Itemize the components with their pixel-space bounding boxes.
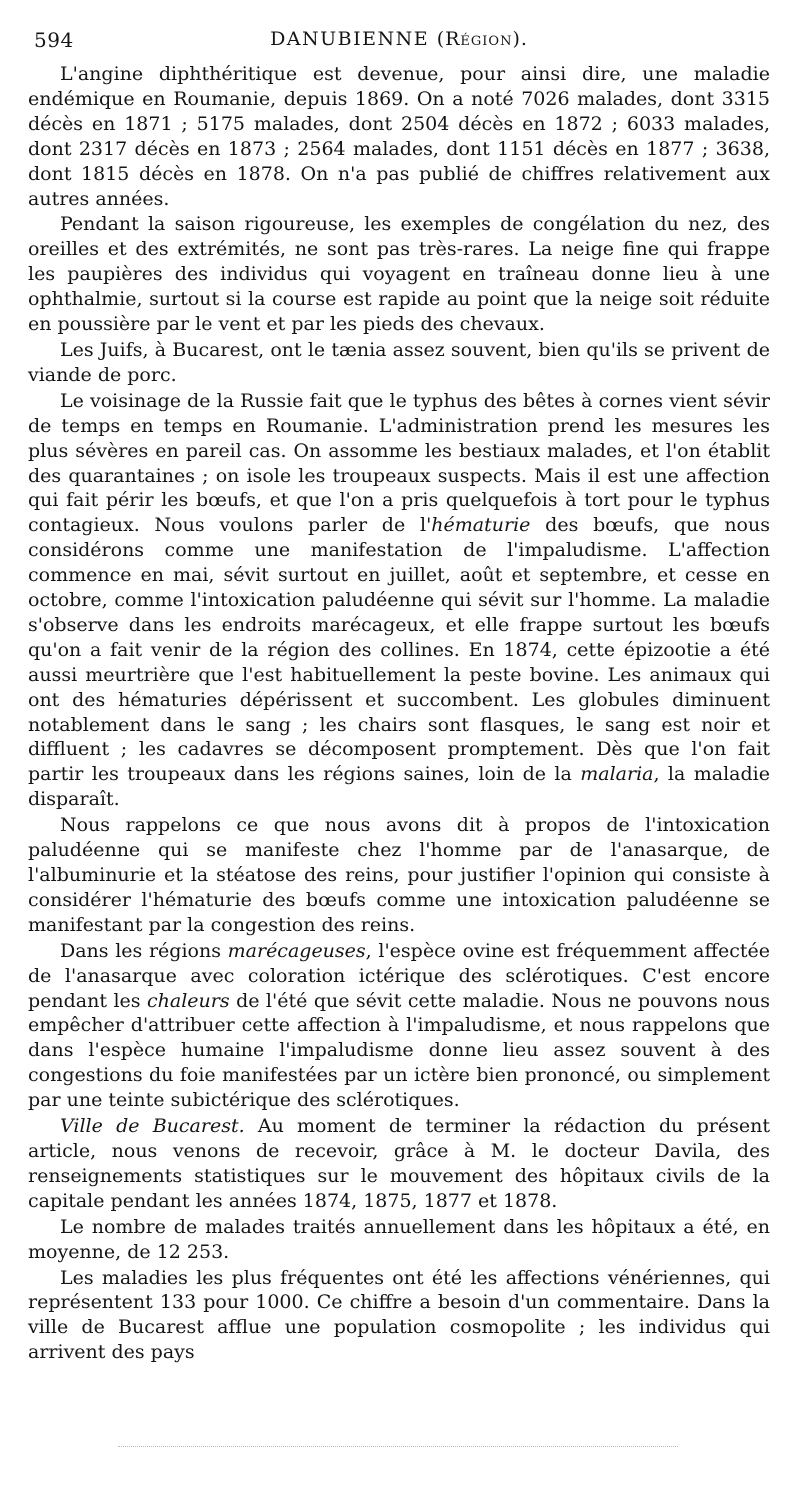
italic-term: chaleurs [147, 989, 230, 1012]
italic-term: malaria [580, 763, 654, 786]
italic-heading: Ville de Bucarest. [60, 1115, 245, 1138]
text-segment: L'angine diphthéritique est devenue, pour ainsi dire, une maladie endémique en Roumanie, depuis 1869. On a noté 7026 malades, dont 3315 décès en 1871 ; 5175 malades, dont 2504 décès en 1872 ; 6033 malades, dont 2317 décès en 1873 ; 2564 malades, dont 1151 décès en 1877 ; 3638, dont 1815 décès en 1878. On n'a pas publié de chiffres relativement aux autres années. [28, 63, 770, 210]
text-segment: Les maladies les plus fréquentes ont été les affections vénériennes, qui représentent 133 pour 1000. Ce chiffre a besoin d'un commentaire. Dans la ville de Bucarest afflue une population cosmopolite ; les individus qui arrivent des pays [28, 1266, 770, 1364]
text-segment: de l'été que sévit cette maladie. Nous ne pouvons nous empêcher d'attribuer cette affection à l'impaludisme, et nous rappelons que dans l'espèce humaine l'impaludisme donne lieu assez souvent à des congestions du foie manifestées par un ictère bien prononcé, ou simplement par une teinte subictérique des sclérotiques. [28, 989, 770, 1112]
running-head-title: DANUBIENNE [270, 28, 430, 50]
paragraph-taenia [28, 338, 770, 388]
text-segment: Le nombre de malades traités annuellement dans les hôpitaux a été, en moyenne, de 12 253. [28, 1215, 770, 1263]
paragraph-espece-ovine [28, 939, 770, 1113]
running-head [28, 28, 770, 50]
paragraph-typhus [28, 389, 770, 812]
italic-term: hématurie [431, 514, 531, 537]
italic-term: marécageuses [227, 939, 366, 962]
footer-rule [118, 1446, 678, 1447]
page-header [28, 28, 770, 62]
paragraph-angine [28, 62, 770, 211]
text-segment: des bœufs, que nous considérons comme une manifestation de l'impaludisme. L'affection commence en mai, sévit surtout en juillet, août et septembre, et cesse en octobre, comme l'intoxication paludéenne qui sévit sur l'homme. La maladie s'observe dans les endroits marécageux, et elle frappe surtout les bœufs qu'on a fait venir de la région des collines. En 1874, cette épizootie a été aussi meurtrière que l'est habituellement la peste bovine. Les animaux qui ont des hématuries dépérissent et succombent. Les globules diminuent notablement dans le sang ; les chairs sont flasques, le sang est noir et diffluent ; les cadavres se décomposent promptement. Dès que l'on fait partir les troupeaux dans les régions saines, loin de la [28, 514, 770, 786]
text-segment: , la maladie disparaît. [28, 763, 770, 811]
text-segment: Pendant la saison rigoureuse, les exemples de congélation du nez, des oreilles et des extrémités, ne sont pas très-rares. La neige fine qui frappe les paupières des individus qui voyagent en traîneau donne lieu à une ophthalmie, surtout si la course est rapide au point que la neige soit réduite en poussière par le vent et par les pieds des chevaux. [28, 213, 770, 336]
page-number: 594 [34, 28, 74, 52]
body-text [28, 62, 770, 1365]
document-page [28, 28, 770, 1365]
paragraph-maladies-frequentes [28, 1266, 770, 1366]
text-segment: , l'espèce ovine est fréquemment affectée de l'anasarque avec coloration ictérique des sclérotiques. C'est encore pendant les [28, 939, 771, 1012]
text-segment: Au moment de terminer la rédaction du présent article, nous venons de recevoir, grâce à M. le docteur Davila, des renseignements statistiques sur le mouvement des hôpitaux civils de la capitale pendant les années 1874, 1875, 1877 et 1878. [28, 1115, 770, 1212]
text-segment: Les Juifs, à Bucarest, ont le tænia assez souvent, bien qu'ils se privent de viande de porc. [28, 338, 770, 386]
running-head-subtitle: (Région). [436, 28, 528, 50]
text-segment: Nous rappelons ce que nous avons dit à propos de l'intoxication paludéenne qui se manifeste chez l'homme par de l'anasarque, de l'albuminurie et la stéatose des reins, pour justifier l'opinion qui consiste à considérer l'hématurie des bœufs comme une intoxication paludéenne se manifestant par la congestion des reins. [28, 814, 770, 936]
paragraph-intoxication [28, 813, 770, 938]
paragraph-ville-de-bucarest [28, 1114, 770, 1214]
text-segment: Dans les régions [60, 939, 228, 962]
paragraph-nombre-malades [28, 1215, 770, 1265]
text-segment: Le voisinage de la Russie fait que le typhus des bêtes à cornes vient sévir de temps en temps en Roumanie. L'administration prend les mesures les plus sévères en pareil cas. On assomme les bestiaux malades, et l'on établit des quarantaines ; on isole les troupeaux suspects. Mais il est une affection qui fait périr les bœufs, et que l'on a pris quelquefois à tort pour le typhus contagieux. Nous voulons parler de l' [28, 389, 770, 537]
paragraph-congelation [28, 212, 770, 337]
